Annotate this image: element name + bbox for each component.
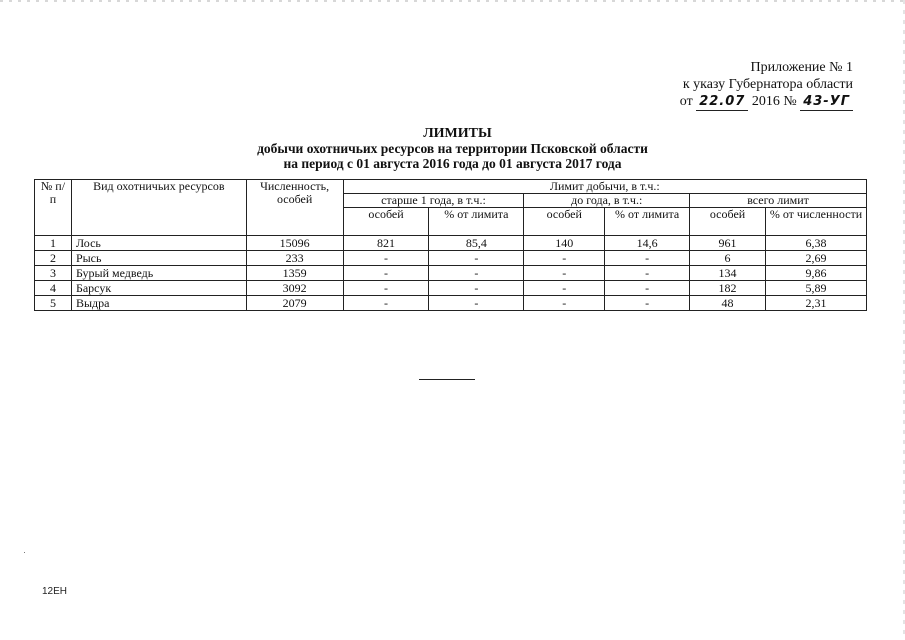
cell-older-pct: - — [429, 251, 524, 266]
footer-code: 12ЕН — [42, 586, 68, 597]
cell-num: 5 — [35, 296, 72, 311]
header-total-pct: % от численности — [766, 208, 867, 236]
appendix-line2: к указу Губернатора области — [682, 77, 853, 92]
header-young-individuals: особей — [524, 208, 605, 236]
cell-young-n: - — [524, 266, 605, 281]
cell-total-pct: 5,89 — [766, 281, 867, 296]
appendix-header — [680, 59, 853, 111]
cell-population: 1359 — [246, 266, 343, 281]
cell-total-pct: 9,86 — [766, 266, 867, 281]
header-older-individuals: особей — [343, 208, 429, 236]
cell-young-n: - — [524, 251, 605, 266]
cell-total-n: 48 — [690, 296, 766, 311]
table-row — [35, 251, 867, 266]
title-line3: на период с 01 августа 2016 года до 01 августа 2017 года — [283, 156, 622, 171]
header-total: всего лимит — [690, 194, 867, 208]
header-row-1 — [35, 180, 867, 194]
cell-older-pct: - — [429, 281, 524, 296]
cell-older-n: - — [343, 251, 429, 266]
header-younger: до года, в т.ч.: — [524, 194, 690, 208]
limits-table — [34, 179, 867, 311]
header-total-individuals: особей — [690, 208, 766, 236]
title-line2: добычи охотничьих ресурсов на территории Псковской области — [257, 141, 648, 156]
cell-num: 3 — [35, 266, 72, 281]
cell-older-n: - — [343, 281, 429, 296]
table-row — [35, 266, 867, 281]
cell-kind: Лось — [71, 236, 246, 251]
cell-population: 3092 — [246, 281, 343, 296]
header-young-pct: % от лимита — [605, 208, 690, 236]
header-limit: Лимит добычи, в т.ч.: — [343, 180, 866, 194]
table-body — [35, 236, 867, 311]
cell-older-n: - — [343, 266, 429, 281]
table-row — [35, 281, 867, 296]
cell-older-pct: - — [429, 266, 524, 281]
cell-older-n: 821 — [343, 236, 429, 251]
header-population: Численность, особей — [246, 180, 343, 236]
cell-young-n: 140 — [524, 236, 605, 251]
handwritten-number: 43-УГ — [800, 93, 853, 111]
end-divider — [419, 379, 475, 380]
cell-kind: Рысь — [71, 251, 246, 266]
scan-speck — [24, 552, 25, 553]
title-main: ЛИМИТЫ — [423, 126, 492, 141]
cell-num: 1 — [35, 236, 72, 251]
cell-older-pct: - — [429, 296, 524, 311]
scan-edge-top — [0, 0, 905, 2]
header-older-pct: % от лимита — [429, 208, 524, 236]
cell-population: 15096 — [246, 236, 343, 251]
cell-young-pct: - — [605, 266, 690, 281]
header-older: старше 1 года, в т.ч.: — [343, 194, 524, 208]
cell-total-n: 134 — [690, 266, 766, 281]
table-row — [35, 296, 867, 311]
handwritten-date: 22.07 — [696, 93, 748, 111]
cell-total-n: 182 — [690, 281, 766, 296]
cell-young-pct: - — [605, 251, 690, 266]
table-row — [35, 236, 867, 251]
cell-num: 4 — [35, 281, 72, 296]
cell-kind: Барсук — [71, 281, 246, 296]
cell-population: 233 — [246, 251, 343, 266]
cell-kind: Бурый медведь — [71, 266, 246, 281]
cell-num: 2 — [35, 251, 72, 266]
cell-young-pct: - — [605, 281, 690, 296]
cell-young-n: - — [524, 281, 605, 296]
header-kind: Вид охотничьих ресурсов — [71, 180, 246, 236]
date-prefix: от — [679, 94, 693, 109]
cell-population: 2079 — [246, 296, 343, 311]
cell-young-n: - — [524, 296, 605, 311]
cell-older-n: - — [343, 296, 429, 311]
cell-total-n: 6 — [690, 251, 766, 266]
cell-kind: Выдра — [71, 296, 246, 311]
cell-total-n: 961 — [690, 236, 766, 251]
document-title — [0, 126, 905, 171]
cell-total-pct: 6,38 — [766, 236, 867, 251]
appendix-line1: Приложение № 1 — [750, 60, 853, 75]
cell-total-pct: 2,69 — [766, 251, 867, 266]
cell-young-pct: - — [605, 296, 690, 311]
appendix-date-line — [680, 93, 853, 111]
header-num: № п/п — [35, 180, 72, 236]
cell-older-pct: 85,4 — [429, 236, 524, 251]
cell-young-pct: 14,6 — [605, 236, 690, 251]
cell-total-pct: 2,31 — [766, 296, 867, 311]
year-text: 2016 № — [751, 94, 797, 109]
